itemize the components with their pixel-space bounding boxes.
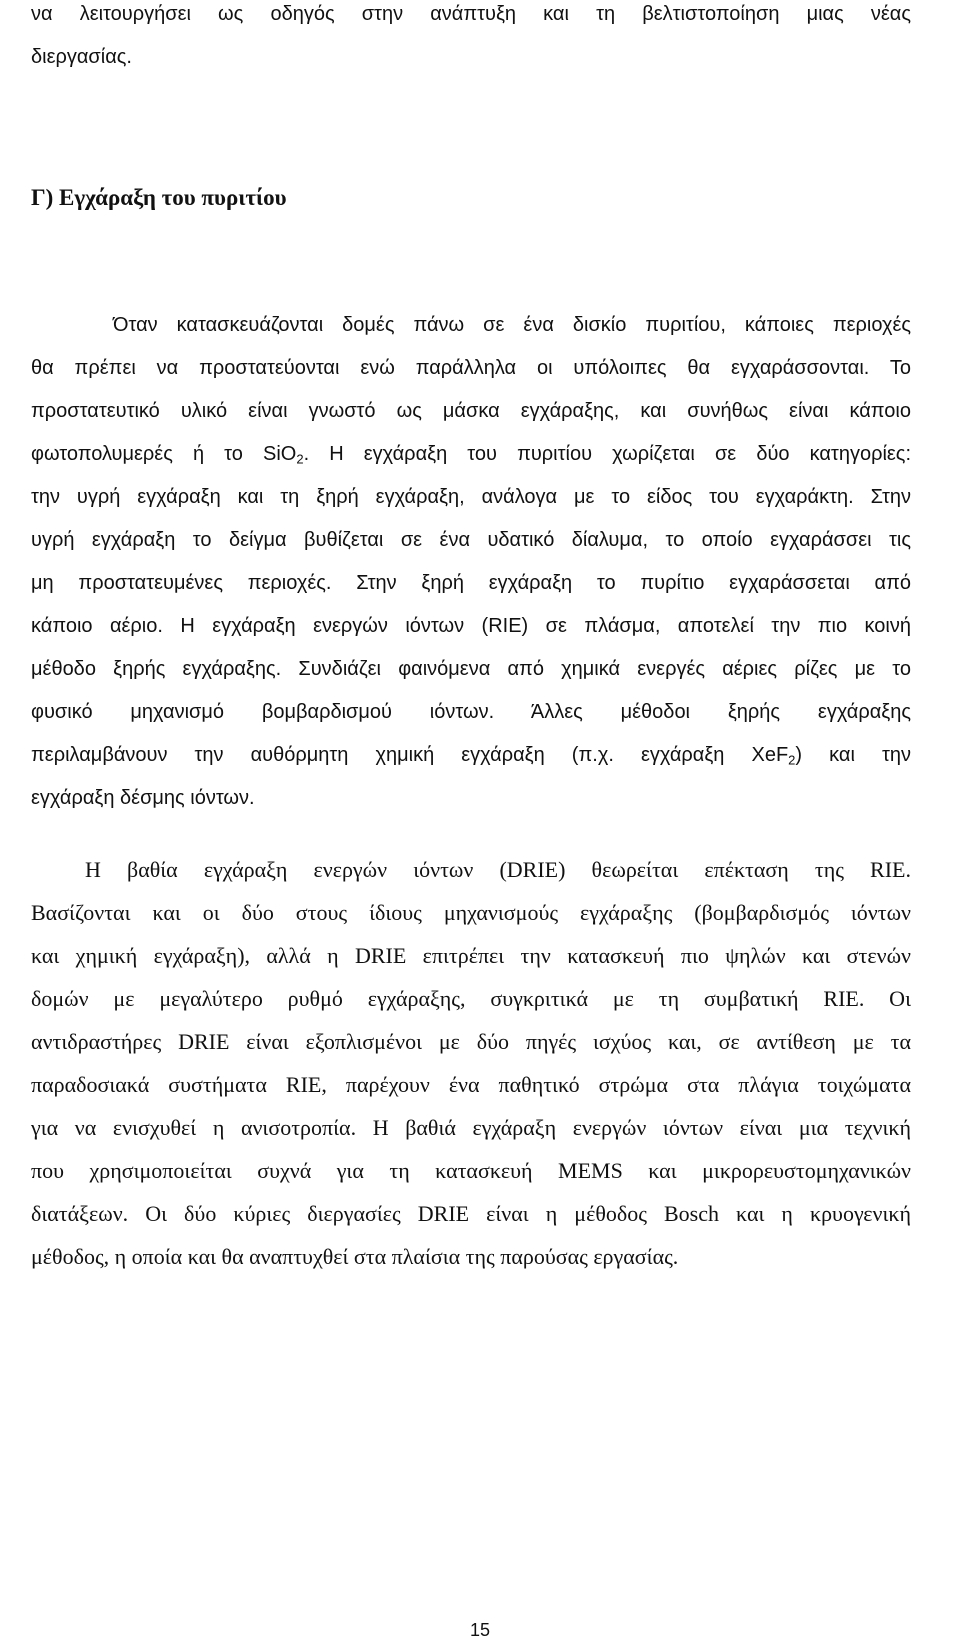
paragraph-line: μη προστατευμένες περιοχές. Στην ξηρή εγχάραξη το πυρίτιο εγχαράσσεται από [31,572,911,594]
paragraph-line: εγχάραξη δέσμης ιόντων. [31,787,255,809]
paragraph-line [31,442,911,466]
paragraph-line: κάποιο αέριο. Η εγχάραξη ενεργών ιόντων (RIE) σε πλάσμα, αποτελεί την πιο κοινή [31,615,911,637]
paragraph-line: παραδοσιακά συστήματα RIE, παρέχουν ένα παθητικό στρώμα στα πλάγια τοιχώματα [31,1072,911,1097]
text-span: ) και την [795,744,911,766]
paragraph-line: Η βαθία εγχάραξη ενεργών ιόντων (DRIE) θεωρείται επέκταση της RIE. [85,857,911,882]
paragraph-line: φυσικό μηχανισμό βομβαρδισμού ιόντων. Άλλες μέθοδοι ξηρής εγχάραξης [31,701,911,723]
paragraph-line: Όταν κατασκευάζονται δομές πάνω σε ένα δισκίο πυριτίου, κάποιες περιοχές [113,314,911,336]
paragraph-line: την υγρή εγχάραξη και τη ξηρή εγχάραξη, ανάλογα με το είδος του εγχαράκτη. Στην [31,486,911,508]
text-span: περιλαμβάνουν την αυθόρμητη χημική εγχάραξη (π.χ. εγχάραξη XeF [31,744,789,766]
paragraph-line: για να ενισχυθεί η ανισοτροπία. Η βαθιά εγχάραξη ενεργών ιόντων είναι μια τεχνική [31,1115,911,1140]
paragraph-line: αντιδραστήρες DRIE είναι εξοπλισμένοι με δύο πηγές ισχύος και, σε αντίθεση με τα [31,1029,911,1054]
paragraph-line: προστατευτικό υλικό είναι γνωστό ως μάσκα εγχάραξης, και συνήθως είναι κάποιο [31,400,911,422]
paragraph-line: θα πρέπει να προστατεύονται ενώ παράλληλα οι υπόλοιπες θα εγχαράσσονται. Το [31,357,911,379]
paragraph-line: υγρή εγχάραξη το δείγμα βυθίζεται σε ένα υδατικό δίαλυμα, το οποίο εγχαράσσει τις [31,529,911,551]
intro-line: διεργασίας. [31,46,132,68]
subscript: 2 [788,752,796,768]
paragraph-line: και χημική εγχάραξη), αλλά η DRIE επιτρέπει την κατασκευή πιο ψηλών και στενών [31,943,911,968]
paragraph-line [31,743,911,767]
text-span: φωτοπολυμερές ή το SiO [31,443,297,465]
paragraph-line: δομών με μεγαλύτερο ρυθμό εγχάραξης, συγκριτικά με τη συμβατική RIE. Οι [31,986,911,1011]
intro-line: να λειτουργήσει ως οδηγός στην ανάπτυξη και τη βελτιστοποίηση μιας νέας [31,3,911,25]
paragraph-line: διατάξεων. Οι δύο κύριες διεργασίες DRIE είναι η μέθοδος Bosch και η κρυογενική [31,1201,911,1226]
paragraph-line: που χρησιμοποιείται συχνά για τη κατασκευή MEMS και μικρορευστομηχανικών [31,1158,911,1183]
page-number: 15 [469,1620,491,1640]
paragraph-line: μέθοδο ξηρής εγχάραξης. Συνδιάζει φαινόμενα από χημικά ενεργές αέριες ρίζες με το [31,658,911,680]
subscript: 2 [296,451,304,467]
paragraph-line: Βασίζονται και οι δύο στους ίδιους μηχανισμούς εγχάραξης (βομβαρδισμός ιόντων [31,900,911,925]
paragraph-line: μέθοδος, η οποία και θα αναπτυχθεί στα πλαίσια της παρούσας εργασίας. [31,1244,679,1269]
text-span: . Η εγχάραξη του πυριτίου χωρίζεται σε δύο κατηγορίες: [303,443,911,465]
section-heading: Γ) Εγχάραξη του πυριτίου [31,185,287,210]
